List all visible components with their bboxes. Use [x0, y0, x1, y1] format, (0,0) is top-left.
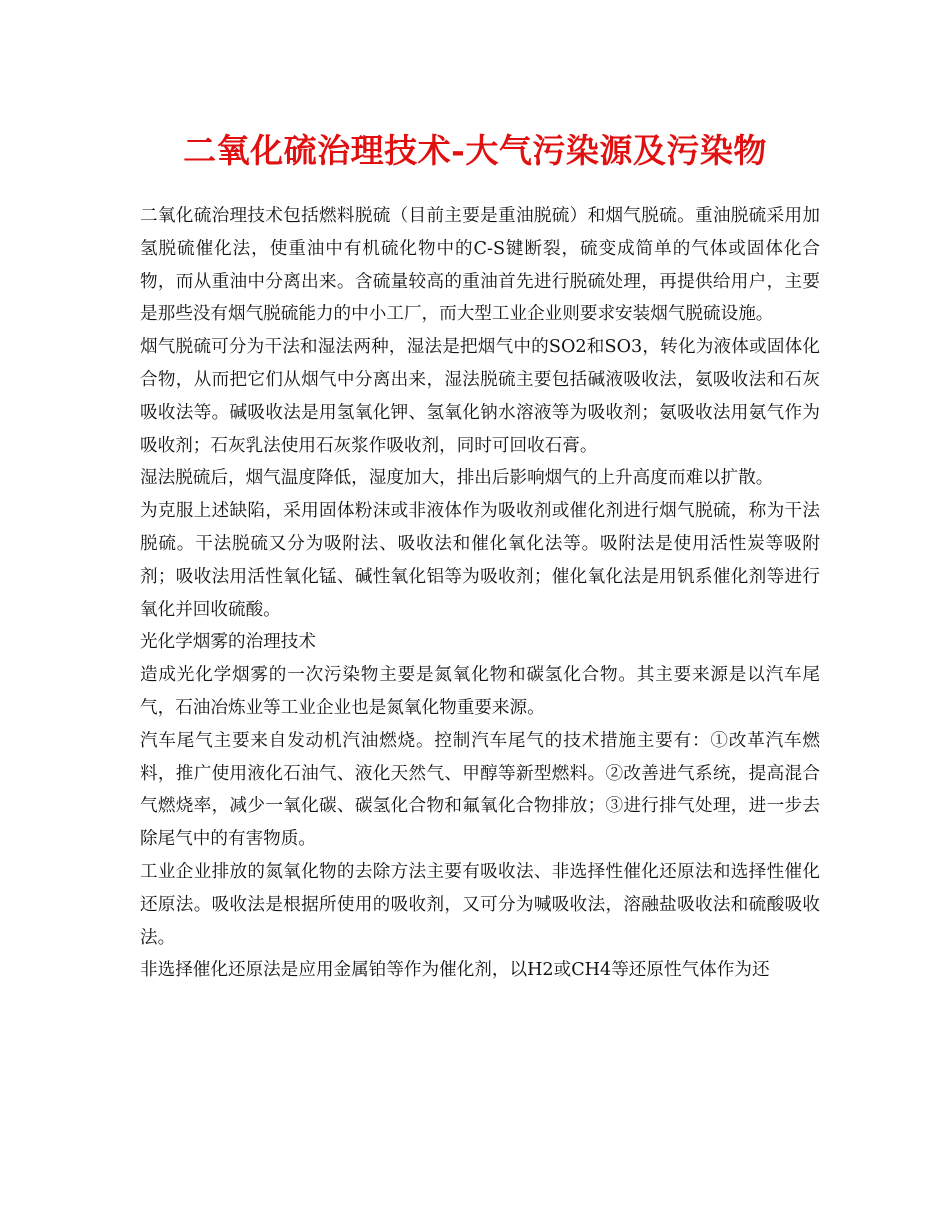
- paragraph-wet-process-drawback: 湿法脱硫后，烟气温度降低，湿度加大，排出后影响烟气的上升高度而难以扩散。: [140, 468, 774, 489]
- section-heading-photochemical-smog: 光化学烟雾的治理技术: [140, 632, 316, 653]
- paragraph-nonselective-reduction: 非选择催化还原法是应用金属铂等作为催化剂，以H2或CH4等还原性气体作为还: [140, 960, 770, 981]
- paragraph-vehicle-exhaust: 汽车尾气主要来自发动机汽油燃烧。控制汽车尾气的技术措施主要有：①改革汽车燃料，推广使用液化石油气、液化天然气、甲醇等新型燃料。②改善进气系统，提高混合气燃烧率，减少一氧化碳、碳氢化合物和氟氧化合物排放；③进行排气处理，进一步去除尾气中的有害物质。: [140, 730, 820, 850]
- paragraph-smog-sources: 造成光化学烟雾的一次污染物主要是氮氧化物和碳氢化合物。其主要来源是以汽车尾气，石油冶炼业等工业企业也是氮氧化物重要来源。: [140, 665, 820, 718]
- paragraph-flue-gas-desulfurization: 烟气脱硫可分为干法和湿法两种，湿法是把烟气中的SO2和SO3，转化为液体或固体化合物，从而把它们从烟气中分离出来，湿法脱硫主要包括碱液吸收法，氨吸收法和石灰吸收法等。碱吸收法是用氢氧化钾、氢氧化钠水溶液等为吸收剂；氨吸收法用氨气作为吸收剂；石灰乳法使用石灰浆作吸收剂，同时可回收石膏。: [140, 337, 820, 456]
- paragraph-nox-removal: 工业企业排放的氮氧化物的去除方法主要有吸收法、非选择性催化还原法和选择性催化还原法。吸收法是根据所使用的吸收剂，又可分为喊吸收法，溶融盐吸收法和硫酸吸收法。: [140, 861, 820, 948]
- document-body: [140, 200, 820, 987]
- paragraph-dry-process: 为克服上述缺陷，采用固体粉沫或非液体作为吸收剂或催化剂进行烟气脱硫，称为干法脱硫。干法脱硫又分为吸附法、吸收法和催化氧化法等。吸附法是使用活性炭等吸附剂；吸收法用活性氧化锰、碱性氧化铝等为吸收剂；催化氧化法是用钒系催化剂等进行氧化并回收硫酸。: [140, 501, 820, 620]
- paragraph-so2-overview: 二氧化硫治理技术包括燃料脱硫（目前主要是重油脱硫）和烟气脱硫。重油脱硫采用加氢脱硫催化法，使重油中有机硫化物中的C-S键断裂，硫变成简单的气体或固体化合物，而从重油中分离出来。含硫量较高的重油首先进行脱硫处理，再提供给用户，主要是那些没有烟气脱硫能力的中小工厂，而大型工业企业则要求安装烟气脱硫设施。: [140, 206, 820, 325]
- document-title: 二氧化硫治理技术-大气污染源及污染物: [183, 131, 767, 170]
